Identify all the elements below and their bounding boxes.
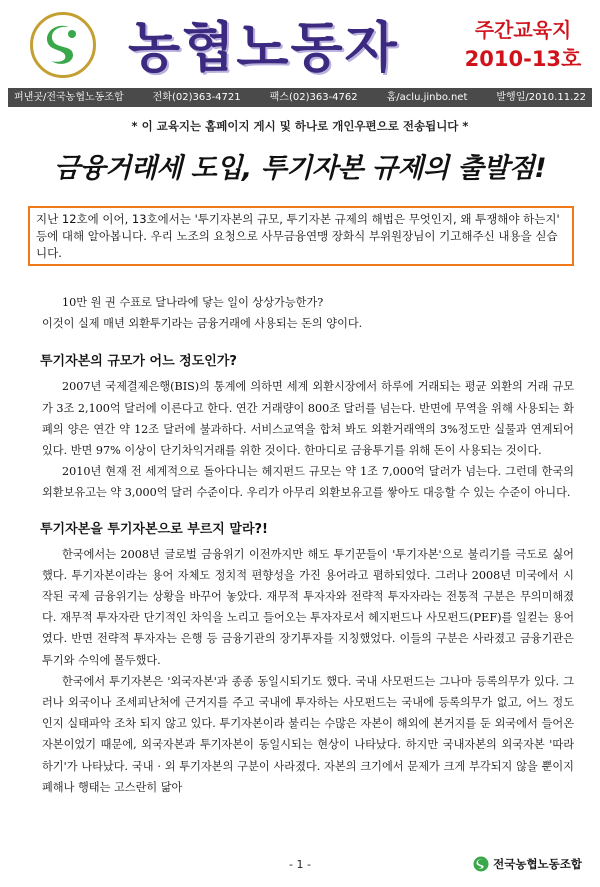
info-bar bbox=[8, 88, 592, 107]
footer-org-name: 전국농협노동조합 bbox=[493, 857, 582, 871]
paragraph: 2010년 현재 전 세계적으로 돌아다니는 헤지펀드 규모는 약 1조 7,000억 달러가 넘는다. 그런데 한국의 외환보유고는 약 3,000억 달러 수준이다. 우리가 아무리 외환보유고를 쌓아도 대응할 수 있는 수준이 아니다. bbox=[42, 465, 574, 500]
union-small-logo-icon bbox=[473, 856, 489, 872]
article-body bbox=[42, 292, 574, 798]
paragraph: 2007년 국제결제은행(BIS)의 통계에 의하면 세계 외환시장에서 하루에 거래되는 평균 외환의 거래 규모가 3조 2,100억 달러에 이른다고 한다. 연간 거래량이 800조 달러를 넘는다. 반면에 무역을 위해 사용되는 화폐의 양은 연간 약 12조 달러에 불과하다. 서비스교역을 합쳐 봐도 외환거래액의 3%정도만 실물과 연계되어 있다. 반면 97% 이상이 단기차익거래를 위한 것이다. 한마디로 금융투기를 위해 돈이 사용되는 것이다. bbox=[42, 380, 574, 458]
section-title: 투기자본의 규모가 어느 정도인가? bbox=[40, 354, 237, 370]
paragraph: 한국에서 투기자본은 '외국자본'과 종종 동일시되기도 했다. 국내 사모펀드는 그나마 등록의무가 있다. 그러나 외국이나 조세피난처에 근거지를 주고 국내에 투자하는 사모펀드는 국내에 등록의무가 없고, 어느 정도인지 실태파악 조차 되지 않고 있다. 투기자본이라 불리는 수많은 자본이 해외에 본거지를 둔 외국에서 들어온 자본이었기 때문에, 외국자본과 투기자본이 동일시되는 현상이 나타났다. 하지만 국내자본의 외국자본 '따라 하기'가 나타났다. 국내 · 외 투기자본의 구분이 사라졌다. 자본의 크기에서 문제가 크게 부각되지 않을 뿐이지 폐해나 행태는 고스란히 닮아 bbox=[42, 674, 574, 794]
union-logo-icon bbox=[39, 21, 87, 69]
union-logo bbox=[30, 12, 96, 78]
headline: 금융거래세 도입, 투기자본 규제의 출발점! bbox=[53, 153, 547, 184]
header bbox=[8, 4, 592, 86]
fax: 팩스(02)363-4762 bbox=[269, 92, 358, 103]
footer-org bbox=[473, 856, 582, 872]
issue-info bbox=[460, 16, 586, 74]
issue-type: 주간교육지 bbox=[474, 18, 572, 42]
publisher: 펴낸곳/전국농협노동조합 bbox=[14, 92, 124, 103]
intro-line: 이것이 실제 매년 외환투기라는 금융거래에 사용되는 돈의 양이다. bbox=[42, 317, 363, 331]
section-title: 투기자본을 투기자본으로 부르지 말라?! bbox=[40, 521, 268, 537]
issue-number: 2010-13호 bbox=[464, 47, 582, 71]
distribution-notice: * 이 교육지는 홈페이지 게시 및 하나로 개인우편으로 전송됩니다 * bbox=[131, 119, 469, 133]
publish-date: 발행일/2010.11.22 bbox=[496, 92, 586, 103]
masthead-title: 농협노동자 bbox=[128, 16, 399, 79]
page-number: - 1 - bbox=[289, 858, 311, 871]
paragraph: 한국에서는 2008년 글로벌 금융위기 이전까지만 해도 투기꾼들이 '투기자본'으로 불리기를 극도로 싫어했다. 투기자본이라는 용어 자체도 정치적 편향성을 가진 용어라고 폄하되었다. 그러나 2008년 미국에서 시작된 국제 금융위기는 상황을 바꾸어 놓았다. 재무적 투자자와 전략적 투자자라는 전통적 구분은 무의미해졌다. 재무적 투자자란 단기적인 차익을 노리고 들어오는 투자자로서 헤지펀드나 사모펀드(PEF)를 일컫는 용어였다. 반면 전략적 투자자는 은행 등 금융기관의 장기투자를 지칭했었다. 이들의 구분은 사라졌고 금융기관은 투기와 수익에 몰두했다. bbox=[42, 547, 574, 667]
intro-line: 10만 원 권 수표로 달나라에 닿는 일이 상상가능한가? bbox=[62, 296, 324, 309]
homepage: 홈/aclu.jinbo.net bbox=[386, 92, 468, 103]
phone: 전화(02)363-4721 bbox=[152, 92, 241, 103]
summary-box: 지난 12호에 이어, 13호에서는 '투기자본의 규모, 투기자본 규제의 해법은 무엇인지, 왜 투쟁해야 하는지' 등에 대해 알아봅니다. 우리 노조의 요청으로 사무금융연맹 장화식 부위원장님이 기고해주신 내용을 싣습니다. bbox=[28, 206, 574, 266]
